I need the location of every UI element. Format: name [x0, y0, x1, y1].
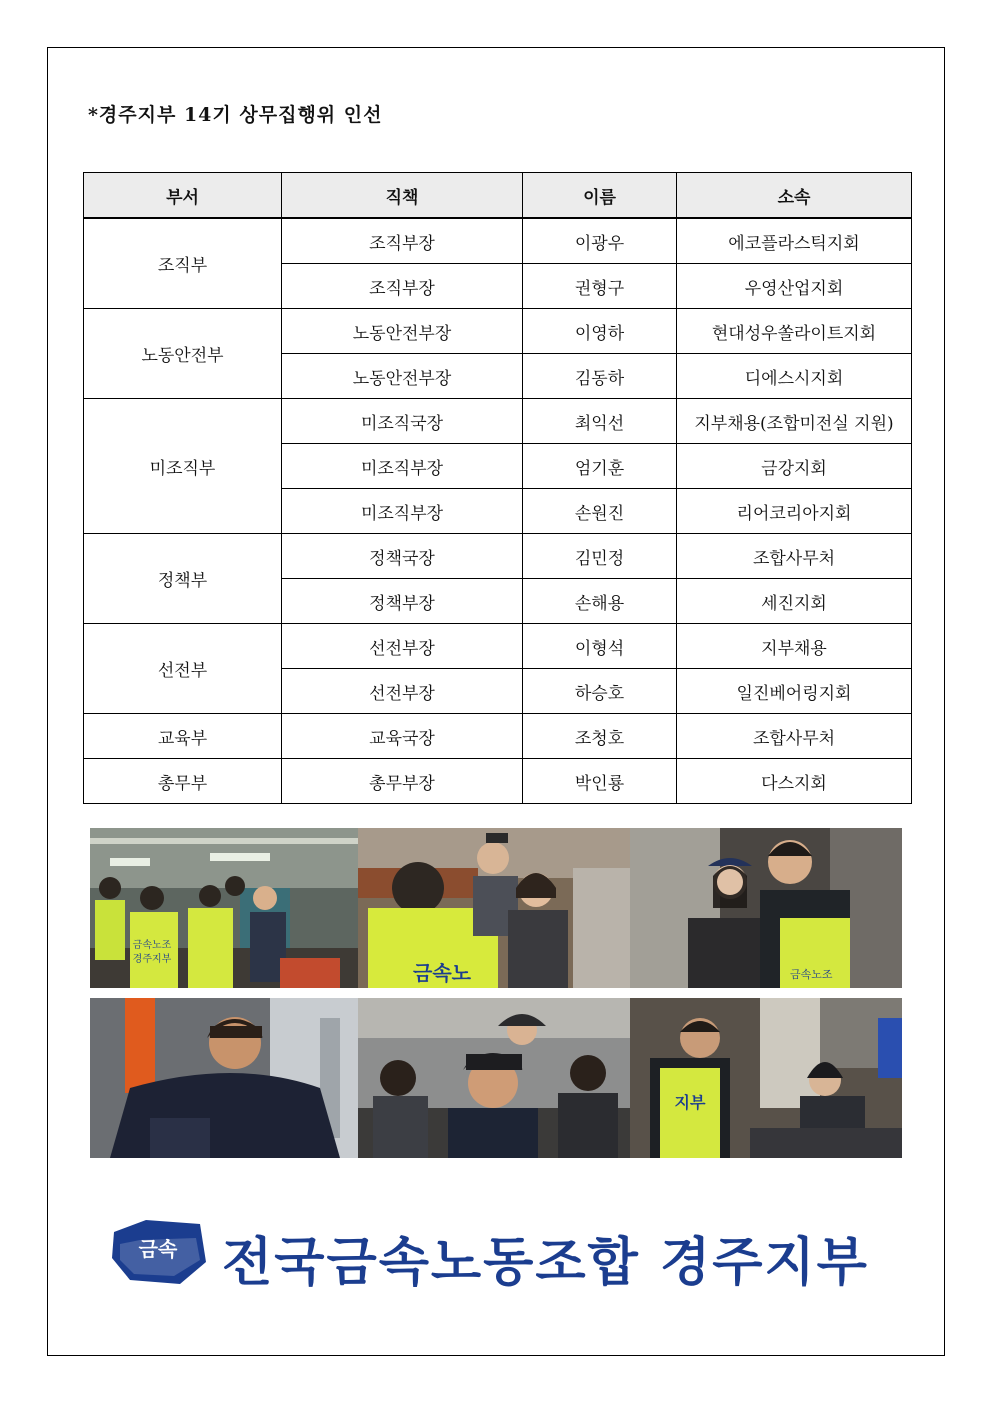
- position-cell: 교육국장: [282, 714, 523, 759]
- table-row: [84, 399, 912, 444]
- position-cell: 선전부장: [282, 669, 523, 714]
- table-row: [84, 759, 912, 804]
- dept-cell: 노동안전부: [84, 309, 282, 399]
- affiliation-cell: 조합사무처: [677, 534, 912, 579]
- union-name: 전국금속노동조합 경주지부: [222, 1233, 869, 1293]
- affiliation-cell: 지부채용(조합미전실 지원): [677, 399, 912, 444]
- affiliation-cell: 현대성우쏠라이트지회: [677, 309, 912, 354]
- affiliation-cell: 리어코리아지회: [677, 489, 912, 534]
- vest-label-b: 경주지부: [132, 954, 172, 965]
- name-cell: 이형석: [523, 624, 677, 669]
- table-row: [84, 534, 912, 579]
- photo-factory-visit-1: [90, 828, 358, 988]
- name-cell: 김동하: [523, 354, 677, 399]
- table-header-row: [84, 173, 912, 219]
- name-cell: 최익선: [523, 399, 677, 444]
- name-cell: 권형구: [523, 264, 677, 309]
- photo-factory-visit-6: [630, 998, 902, 1158]
- name-cell: 이광우: [523, 218, 677, 264]
- dept-cell: 미조직부: [84, 399, 282, 534]
- photo-collage: [90, 828, 902, 1158]
- roster-table: [83, 172, 912, 804]
- header-name: 이름: [523, 173, 677, 219]
- position-cell: 총무부장: [282, 759, 523, 804]
- name-cell: 박인룡: [523, 759, 677, 804]
- photo-factory-visit-4: [90, 998, 358, 1158]
- table-body: [84, 218, 912, 804]
- name-cell: 손원진: [523, 489, 677, 534]
- header-dept: 부서: [84, 173, 282, 219]
- table-row: [84, 714, 912, 759]
- position-cell: 선전부장: [282, 624, 523, 669]
- dept-cell: 조직부: [84, 218, 282, 309]
- table-row: [84, 624, 912, 669]
- union-logo: [110, 1214, 900, 1293]
- union-emblem-icon: [110, 1214, 210, 1290]
- emblem-text: 금속: [138, 1237, 178, 1261]
- name-cell: 손해용: [523, 579, 677, 624]
- dept-cell: 정책부: [84, 534, 282, 624]
- dept-cell: 교육부: [84, 714, 282, 759]
- name-cell: 하승호: [523, 669, 677, 714]
- name-cell: 이영하: [523, 309, 677, 354]
- table-row: [84, 218, 912, 264]
- dept-cell: 선전부: [84, 624, 282, 714]
- affiliation-cell: 조합사무처: [677, 714, 912, 759]
- name-cell: 김민정: [523, 534, 677, 579]
- header-position: 직책: [282, 173, 523, 219]
- vest-label-c: 금속노: [413, 961, 471, 985]
- affiliation-cell: 지부채용: [677, 624, 912, 669]
- position-cell: 미조직부장: [282, 489, 523, 534]
- photo-factory-visit-5: [358, 998, 630, 1158]
- position-cell: 노동안전부장: [282, 309, 523, 354]
- vest-label-d: 금속노조: [790, 968, 833, 981]
- vest-label-a: 금속노조: [132, 940, 172, 951]
- affiliation-cell: 에코플라스틱지회: [677, 218, 912, 264]
- vest-label-e: 지부: [674, 1093, 706, 1112]
- affiliation-cell: 일진베어링지회: [677, 669, 912, 714]
- name-cell: 엄기훈: [523, 444, 677, 489]
- position-cell: 정책부장: [282, 579, 523, 624]
- photo-factory-visit-3: [630, 828, 902, 988]
- affiliation-cell: 금강지회: [677, 444, 912, 489]
- header-affiliation: 소속: [677, 173, 912, 219]
- position-cell: 정책국장: [282, 534, 523, 579]
- page-title: *경주지부 14기 상무집행위 인선: [88, 104, 383, 126]
- photo-factory-visit-2: [358, 828, 630, 988]
- position-cell: 노동안전부장: [282, 354, 523, 399]
- position-cell: 조직부장: [282, 264, 523, 309]
- position-cell: 조직부장: [282, 218, 523, 264]
- affiliation-cell: 우영산업지회: [677, 264, 912, 309]
- affiliation-cell: 디에스시지회: [677, 354, 912, 399]
- dept-cell: 총무부: [84, 759, 282, 804]
- position-cell: 미조직국장: [282, 399, 523, 444]
- affiliation-cell: 세진지회: [677, 579, 912, 624]
- name-cell: 조청호: [523, 714, 677, 759]
- affiliation-cell: 다스지회: [677, 759, 912, 804]
- position-cell: 미조직부장: [282, 444, 523, 489]
- table-row: [84, 309, 912, 354]
